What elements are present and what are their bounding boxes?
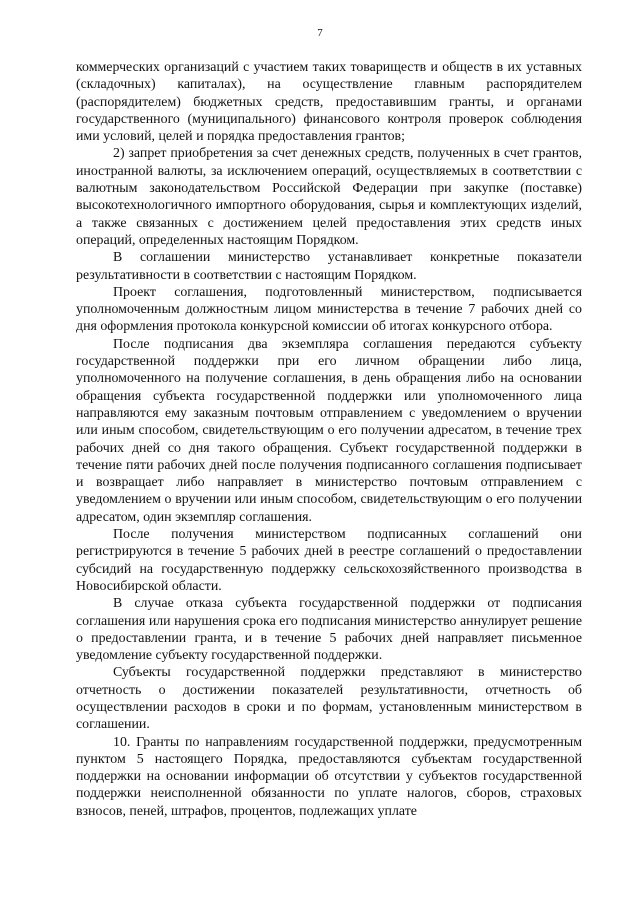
document-body xyxy=(76,59,582,820)
paragraph-continuation: коммерческих организаций с участием таких товариществ и обществ в их уставных (складочных) капиталах), на осуществление главным распорядителем (распорядителем) бюджетных средств, предоставившим гранты, и органами государственного (муниципального) финансового контроля проверок соблюдения ими условий, целей и порядка предоставления грантов; xyxy=(76,60,582,145)
paragraph-item-10: 10. Гранты по направлениям государственной поддержки, предусмотренным пунктом 5 настоящего Порядка, предоставляются субъектам государственной поддержки на основании информации об отсутствии у субъектов государственной поддержки неисполненной обязанности по уплате налогов, сборов, страховых взносов, пеней, штрафов, процентов, подлежащих уплате xyxy=(76,734,582,819)
paragraph-agreement-draft: Проект соглашения, подготовленный министерством, подписывается уполномоченным должностным лицом министерства в течение 7 рабочих дней со дня оформления протокола конкурсной комиссии об итогах конкурсного отбора. xyxy=(76,284,582,335)
paragraph-performance-indicators: В соглашении министерство устанавливает конкретные показатели результативности в соответствии с настоящим Порядком. xyxy=(76,250,582,283)
page-number: 7 xyxy=(317,27,323,39)
paragraph-item-2: 2) запрет приобретения за счет денежных средств, полученных в счет грантов, иностранной валюты, за исключением операций, осуществляемых в соответствии с валютным законодательством Российской Федерации при закупке (поставке) высокотехнологичного импортного оборудования, сырья и комплектующих изделий, а также связанных с достижением целей предоставления этих средств иных операций, определенных настоящим Порядком. xyxy=(76,146,582,248)
paragraph-agreement-signing: После подписания два экземпляра соглашения передаются субъекту государственной поддержки при его личном обращении либо лица, уполномоченного на получение соглашения, в день обращения либо на основании обращения субъекта государственной поддержки или уполномоченного лица направляются ему заказным почтовым отправлением с уведомлением о вручении или иным способом, свидетельствующим о его получении адресатом, в течение трех рабочих дней со дня такого обращения. Субъект государственной поддержки в течение пяти рабочих дней после получения подписанного соглашения подписывает и возвращает либо направляет в министерство почтовым отправлением с уведомлением о вручении или иным способом, свидетельствующим о его получении адресатом, один экземпляр соглашения. xyxy=(76,336,582,525)
paragraph-reporting: Субъекты государственной поддержки представляют в министерство отчетность о достижении показателей результативности, отчетность об осуществлении расходов в сроки и по формам, установленным министерством в соглашении. xyxy=(76,665,582,733)
paragraph-agreement-registration: После получения министерством подписанных соглашений они регистрируются в течение 5 рабочих дней в реестре соглашений о предоставлении субсидий на государственную поддержку сельскохозяйственного производства в Новосибирской области. xyxy=(76,527,582,594)
paragraph-refusal: В случае отказа субъекта государственной поддержки от подписания соглашения или нарушения срока его подписания министерство аннулирует решение о предоставлении гранта, и в течение 5 рабочих дней направляет письменное уведомление субъекту государственной поддержки. xyxy=(76,596,582,664)
